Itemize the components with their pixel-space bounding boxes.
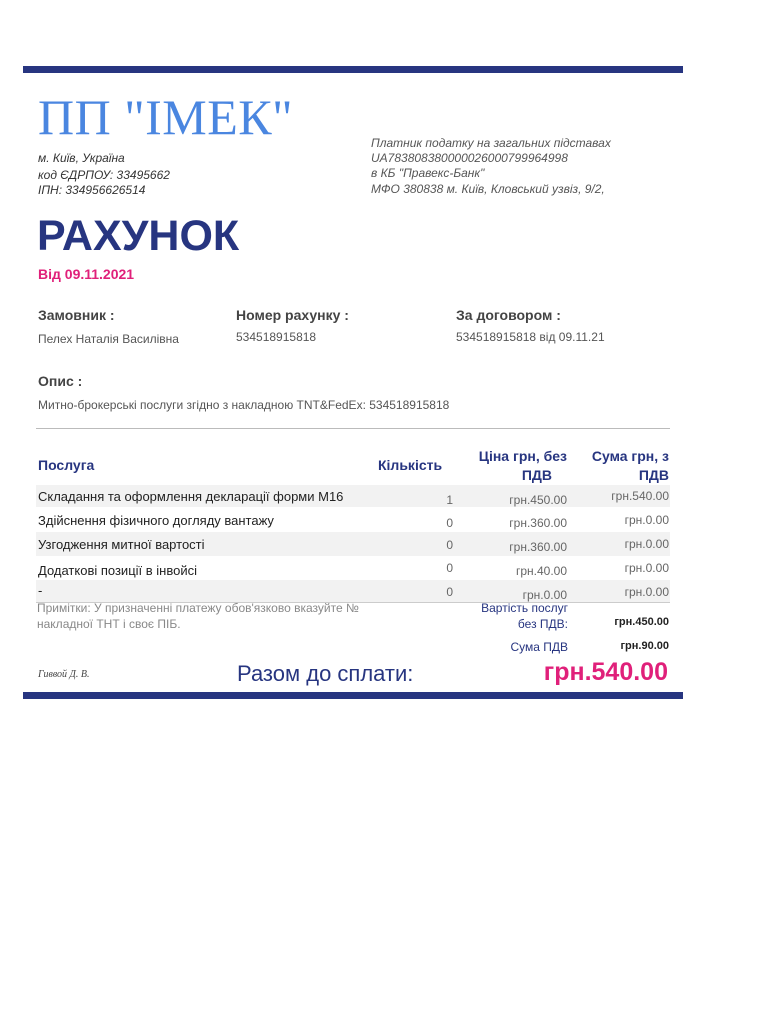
row-quantity: 0	[446, 585, 453, 599]
row-sum: грн.0.00	[624, 561, 669, 575]
table-top-divider	[36, 428, 670, 429]
row-quantity: 0	[446, 561, 453, 575]
row-quantity: 1	[446, 493, 453, 507]
header-sum	[569, 447, 669, 485]
row-price: грн.360.00	[509, 540, 567, 554]
bottom-rule	[23, 692, 683, 699]
customer-value: Пелех Наталія Василівна	[38, 332, 179, 346]
description-value: Митно-брокерські послуги згідно з накладною TNT&FedEx: 534518915818	[38, 398, 450, 412]
grand-total-label: Разом до сплати:	[237, 661, 414, 686]
row-quantity: 0	[446, 538, 453, 552]
signature: Гиввой Д. В.	[38, 669, 90, 680]
invoice-number-label: Номер рахунку :	[236, 307, 349, 323]
contract-label: За договором :	[456, 307, 561, 323]
row-service: -	[38, 583, 43, 598]
bank-mfo: МФО 380838 м. Київ, Кловський узвіз, 9/2,	[371, 182, 605, 196]
vat-label: Сума ПДВ	[510, 640, 568, 654]
header-sum-line2: ПДВ	[638, 467, 669, 483]
row-sum: грн.0.00	[624, 585, 669, 599]
row-service: Здійснення фізичного догляду вантажу	[38, 513, 274, 528]
contract-value: 534518915818 від 09.11.21	[456, 330, 605, 344]
vat-value: грн.90.00	[620, 640, 669, 652]
header-price-line2: ПДВ	[521, 467, 552, 483]
company-city: м. Київ, Україна	[38, 151, 125, 165]
header-price-line1: Ціна грн, без	[478, 448, 567, 464]
header-sum-line1: Сума грн, з	[591, 448, 669, 464]
invoice-number-value: 534518915818	[236, 330, 317, 344]
row-price: грн.360.00	[509, 516, 567, 530]
row-service: Узгодження митної вартості	[38, 537, 205, 552]
net-total-label-line1: Вартість послуг	[481, 601, 568, 615]
company-name: ПП "ІМЕК"	[38, 89, 294, 145]
bank-name: в КБ "Правекс-Банк"	[371, 166, 485, 180]
net-total-label-line2: без ПДВ:	[517, 617, 568, 631]
invoice-date: Від 09.11.2021	[38, 266, 135, 282]
row-sum: грн.540.00	[611, 489, 669, 503]
payment-note: Примітки: У призначенні платежу обов'язково вказуйте № накладної ТНТ і своє ПІБ.	[37, 601, 359, 631]
customer-label: Замовник :	[38, 307, 115, 323]
net-total-label	[440, 600, 568, 632]
top-rule	[23, 66, 683, 73]
grand-total-value: грн.540.00	[543, 658, 668, 686]
bank-tax-status: Платник податку на загальних підставах	[371, 136, 611, 150]
bank-iban: UA783808380000026000799964998	[371, 151, 568, 165]
header-service: Послуга	[38, 457, 95, 473]
company-ipn: ІПН: 334956626514	[38, 183, 146, 197]
row-price: грн.40.00	[515, 564, 567, 578]
description-label: Опис :	[38, 373, 83, 389]
row-quantity: 0	[446, 516, 453, 530]
row-sum: грн.0.00	[624, 513, 669, 527]
row-sum: грн.0.00	[624, 537, 669, 551]
row-price: грн.450.00	[509, 493, 567, 507]
invoice-title: РАХУНОК	[37, 212, 240, 260]
company-edrpou: код ЄДРПОУ: 33495662	[38, 168, 170, 182]
row-service: Складання та оформлення декларації форми М16	[38, 489, 344, 504]
row-price: грн.0.00	[522, 588, 567, 602]
header-quantity: Кількість	[378, 457, 443, 473]
header-price	[447, 447, 567, 485]
row-service: Додаткові позиції в інвойсі	[38, 563, 197, 578]
net-total-value: грн.450.00	[614, 616, 669, 628]
